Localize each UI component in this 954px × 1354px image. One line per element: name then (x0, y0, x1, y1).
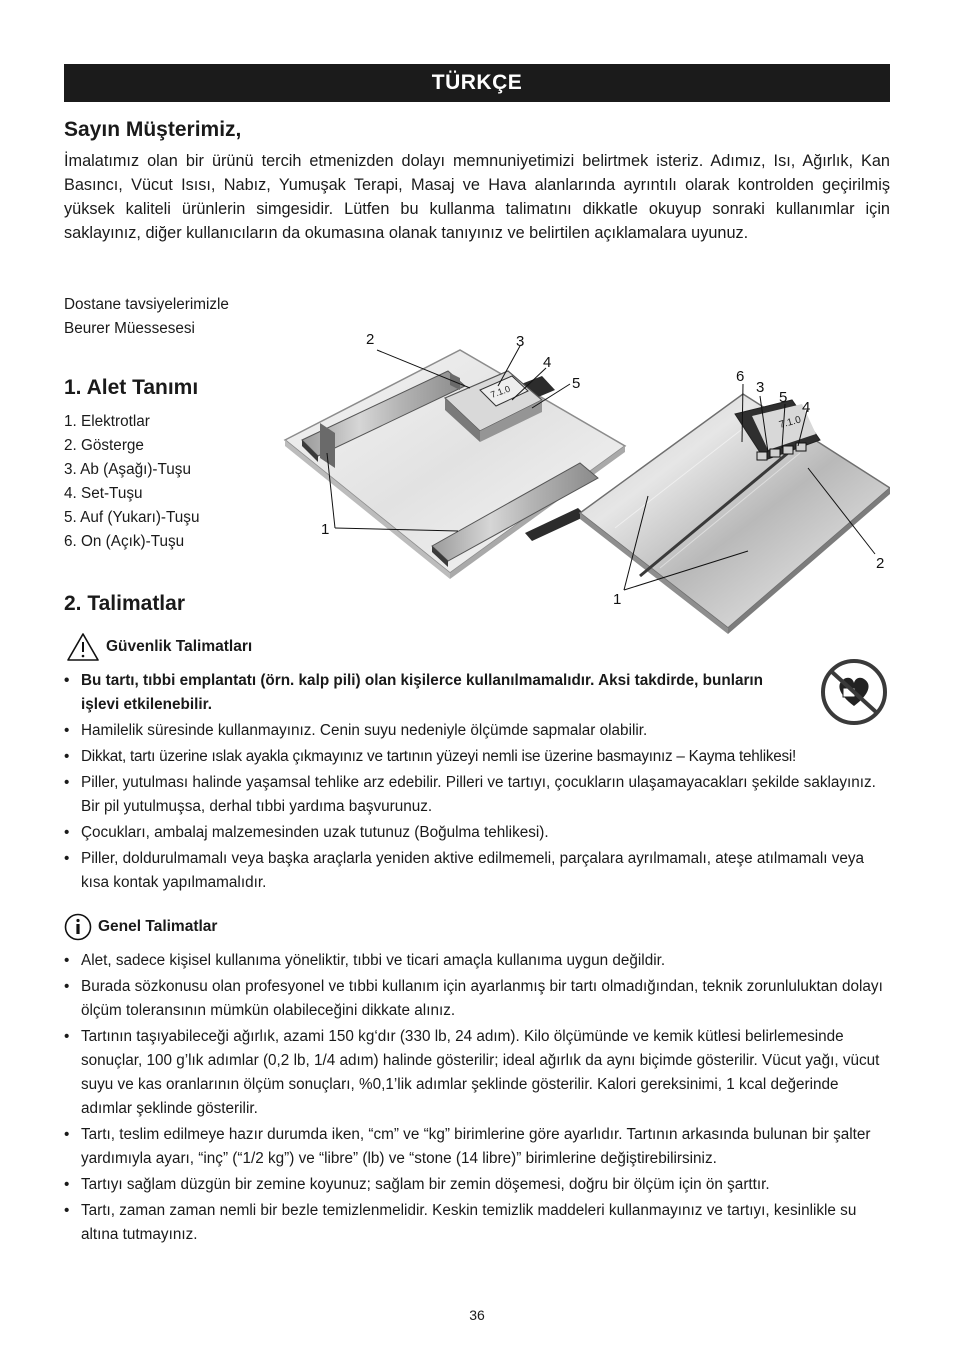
general-item: • Alet, sadece kişisel kullanıma yöneliktir, tıbbi ve ticari amaçla kullanıma uygun değildir. (64, 949, 890, 973)
callout-label: 2 (366, 331, 375, 348)
parts-list-item: 4. Set-Tuşu (64, 485, 143, 503)
info-icon (64, 912, 98, 942)
general-item: • Tartının taşıyabileceği ağırlık, azami 150 kg‘dır (330 lb, 24 adım). Kilo ölçümünde ve kemik kütlesi belirlemesinde sonuçlar, 100 g’lık adımlar (0,2 lb, 1/4 adım) halinde gösterilir; ideal ağırlık da aynı biçimde gösterilir. Vücut yağı, vücut suyu ve kas oranlarının ölçüm sonuçları, %0,1’lik adımlar şeklinde gösterilir. Kalori gereksinimi, 1 kcal değerinde adımlar şeklinde gösterilir. (64, 1025, 890, 1121)
language-header-bar (64, 64, 890, 102)
intro-paragraph: İmalatımız olan bir ürünü tercih etmenizden dolayı memnuniyetimizi belirtmek isteriz. Adımız, Isı, Ağırlık, Kan Basıncı, Vücut Isısı, Nabız, Yumuşak Terapi, Masaj ve Hava alanlarında ayrıntılı olarak kontrolden geçirilmiş yüksek kaliteli ürünlerin simgesidir. Lütfen bu kullanma talimatını dikkatle okuyup sonraki kullanımlar için saklayınız, diğer kullanıcıların da okumasına olanak tanıyınız ve belirtilen açıklamalara uyunuz. (64, 152, 890, 242)
callout-label: 1 (613, 591, 622, 608)
general-item: • Burada sözkonusu olan profesyonel ve tıbbi kullanım için ayarlanmış bir tartı olmadığından, teknik zorunluluktan dolayı ölçüm toleransının mümkün olabileceğini dikkate alınız. (64, 975, 890, 1023)
callout-label: 4 (802, 399, 811, 416)
closing-signature (64, 293, 229, 341)
greeting-title: Sayın Müşterimiz, (64, 118, 242, 141)
callout-label: 4 (543, 354, 552, 371)
closing-line-2: Beurer Müessesesi (64, 320, 195, 337)
parts-list-item: 5. Auf (Yukarı)-Tuşu (64, 509, 200, 527)
callout-label: 3 (516, 333, 525, 350)
safety-instructions-title: Güvenlik Talimatları (106, 638, 253, 655)
svg-text:7.1.0: 7.1.0 (489, 383, 512, 400)
safety-item: • Çocukları, ambalaj malzemesinden uzak tutunuz (Boğulma tehlikesi). (64, 821, 890, 845)
parts-list-item: 6. On (Açık)-Tuşu (64, 533, 185, 551)
safety-item: • Piller, doldurulmamalı veya başka araçlarla yeniden aktive edilmemeli, parçalara ayrılmamalı, ateşe atılmamalı veya kısa kontak yapılmamalıdır. (64, 847, 890, 895)
callout-label: 5 (779, 389, 788, 406)
callout-label: 3 (756, 379, 765, 396)
parts-list-item: 2. Gösterge (64, 437, 144, 455)
safety-item: • Bu tartı, tıbbi emplantatı (örn. kalp pili) olan kişilerce kullanılmamalıdır. Aksi takdirde, bunların işlevi etkilenebilir. (64, 669, 794, 717)
parts-list-item: 1. Elektrotlar (64, 413, 150, 430)
general-instructions-heading (64, 912, 217, 942)
closing-line-1: Dostane tavsiyelerimizle (64, 296, 229, 313)
language-title: TÜRKÇE (431, 71, 523, 94)
section-instructions-title: 2. Talimatlar (64, 592, 185, 615)
safety-item: • Hamilelik süresinde kullanmayınız. Cenin suyu nedeniyle ölçümde sapmalar olabilir. (64, 719, 890, 743)
parts-list-item: 3. Ab (Aşağı)-Tuşu (64, 461, 191, 479)
page-number: 36 (469, 1307, 485, 1323)
general-item: • Tartı, zaman zaman nemli bir bezle temizlenmelidir. Keskin temizlik maddeleri kullanmayınız ve tartıyı, kesinlikle su altına tutmayınız. (64, 1199, 890, 1247)
svg-text:7.1.0: 7.1.0 (777, 414, 803, 431)
general-list (64, 949, 890, 1249)
scale-diagram (280, 328, 890, 638)
general-instructions-title: Genel Talimatlar (98, 918, 218, 935)
safety-item: • Piller, yutulması halinde yaşamsal tehlike arz edebilir. Pilleri ve tartıyı, çocukların ulaşamayacakları şekilde saklayınız. Bir pil yutulmuşsa, derhal tıbbi yardıma başvurunuz. (64, 771, 890, 819)
general-item: • Tartı, teslim edilmeye hazır durumda iken, “cm” ve “kg” birimlerine göre ayarlıdır. Tartının arkasında bulunan bir şalter yardımıyla ayarı, “inç” (“1/2 kg”) ve “libre” (lb) ve “stone (14 libre)” birimlerine değiştirebilirsiniz. (64, 1123, 890, 1171)
callout-label: 1 (321, 521, 330, 538)
no-pacemaker-icon (820, 658, 888, 726)
section-device-description-title: 1. Alet Tanımı (64, 376, 199, 399)
safety-instructions-heading (64, 632, 252, 662)
safety-item: • Dikkat, tartı üzerine ıslak ayakla çıkmayınız ve tartının yüzeyi nemli ise üzerine basmayınız – Kayma tehlikesi! (64, 745, 890, 769)
callout-label: 6 (736, 368, 745, 385)
general-item: • Tartıyı sağlam düzgün bir zemine koyunuz; sağlam bir zemin döşemesi, doğru bir ölçüm için ön şarttır. (64, 1173, 890, 1197)
parts-list (64, 410, 199, 555)
callout-label: 5 (572, 375, 581, 392)
safety-first-list (64, 669, 794, 719)
callout-label: 2 (876, 555, 885, 572)
safety-list (64, 719, 890, 897)
warning-triangle-icon (64, 632, 104, 662)
